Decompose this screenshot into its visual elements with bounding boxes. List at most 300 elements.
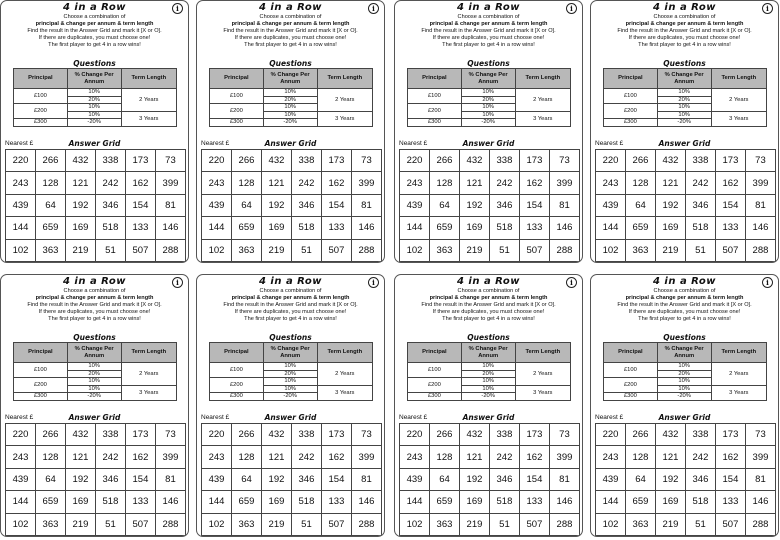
- answer-cell[interactable]: 288: [745, 513, 775, 535]
- answer-cell[interactable]: 659: [625, 491, 655, 513]
- answer-cell[interactable]: 518: [489, 217, 519, 239]
- change-option[interactable]: 20%: [263, 370, 317, 378]
- change-option[interactable]: -20%: [67, 393, 121, 401]
- answer-cell[interactable]: 243: [6, 446, 36, 468]
- change-option[interactable]: 20%: [263, 96, 317, 104]
- answer-cell[interactable]: 154: [519, 194, 549, 216]
- principal-option[interactable]: £300: [408, 393, 462, 401]
- answer-cell[interactable]: 102: [6, 513, 36, 535]
- answer-cell[interactable]: 192: [459, 468, 489, 490]
- answer-cell[interactable]: 219: [459, 239, 489, 261]
- answer-cell[interactable]: 154: [519, 468, 549, 490]
- answer-cell[interactable]: 288: [549, 239, 579, 261]
- answer-cell[interactable]: 219: [459, 513, 489, 535]
- answer-cell[interactable]: 363: [35, 513, 65, 535]
- principal-option[interactable]: £300: [408, 119, 462, 127]
- term-option[interactable]: 3 Years: [121, 111, 176, 126]
- answer-cell[interactable]: 363: [429, 513, 459, 535]
- answer-cell[interactable]: 102: [202, 239, 232, 261]
- change-option[interactable]: 10%: [67, 89, 121, 97]
- answer-cell[interactable]: 220: [6, 150, 36, 172]
- answer-cell[interactable]: 507: [715, 513, 745, 535]
- answer-cell[interactable]: 507: [321, 239, 351, 261]
- change-option[interactable]: 10%: [263, 104, 317, 112]
- info-icon[interactable]: i: [566, 277, 577, 288]
- answer-cell[interactable]: 192: [65, 468, 95, 490]
- change-option[interactable]: -20%: [657, 393, 711, 401]
- answer-cell[interactable]: 242: [291, 172, 321, 194]
- info-icon[interactable]: i: [566, 3, 577, 14]
- answer-cell[interactable]: 432: [655, 150, 685, 172]
- answer-cell[interactable]: 346: [95, 468, 125, 490]
- principal-option[interactable]: £100: [604, 363, 658, 378]
- term-option[interactable]: 3 Years: [711, 111, 766, 126]
- term-option[interactable]: 3 Years: [711, 385, 766, 400]
- answer-cell[interactable]: 219: [65, 513, 95, 535]
- answer-cell[interactable]: 128: [625, 446, 655, 468]
- answer-cell[interactable]: 146: [155, 217, 185, 239]
- answer-cell[interactable]: 154: [715, 194, 745, 216]
- answer-cell[interactable]: 363: [625, 513, 655, 535]
- answer-cell[interactable]: 266: [429, 424, 459, 446]
- answer-cell[interactable]: 154: [715, 468, 745, 490]
- answer-cell[interactable]: 133: [321, 491, 351, 513]
- answer-cell[interactable]: 146: [351, 491, 381, 513]
- answer-cell[interactable]: 518: [291, 491, 321, 513]
- answer-cell[interactable]: 154: [125, 194, 155, 216]
- answer-cell[interactable]: 266: [35, 424, 65, 446]
- change-option[interactable]: -20%: [657, 119, 711, 127]
- answer-cell[interactable]: 73: [745, 150, 775, 172]
- answer-cell[interactable]: 439: [400, 194, 430, 216]
- change-option[interactable]: 10%: [657, 89, 711, 97]
- change-option[interactable]: 10%: [263, 378, 317, 386]
- term-option[interactable]: 2 Years: [317, 89, 372, 112]
- answer-cell[interactable]: 102: [596, 513, 626, 535]
- answer-cell[interactable]: 432: [65, 150, 95, 172]
- answer-cell[interactable]: 169: [655, 491, 685, 513]
- info-icon[interactable]: i: [172, 277, 183, 288]
- answer-cell[interactable]: 518: [95, 217, 125, 239]
- answer-cell[interactable]: 242: [95, 446, 125, 468]
- answer-cell[interactable]: 51: [291, 513, 321, 535]
- answer-cell[interactable]: 363: [625, 239, 655, 261]
- change-option[interactable]: -20%: [461, 119, 515, 127]
- change-option[interactable]: -20%: [67, 119, 121, 127]
- answer-cell[interactable]: 64: [429, 194, 459, 216]
- answer-cell[interactable]: 162: [715, 172, 745, 194]
- answer-cell[interactable]: 507: [519, 239, 549, 261]
- answer-cell[interactable]: 162: [715, 446, 745, 468]
- principal-option[interactable]: £100: [408, 363, 462, 378]
- answer-cell[interactable]: 242: [489, 172, 519, 194]
- answer-cell[interactable]: 219: [65, 239, 95, 261]
- answer-cell[interactable]: 192: [65, 194, 95, 216]
- answer-cell[interactable]: 439: [202, 468, 232, 490]
- answer-cell[interactable]: 220: [596, 424, 626, 446]
- answer-cell[interactable]: 51: [291, 239, 321, 261]
- principal-option[interactable]: £100: [210, 89, 264, 104]
- answer-cell[interactable]: 518: [291, 217, 321, 239]
- answer-cell[interactable]: 439: [202, 194, 232, 216]
- answer-cell[interactable]: 439: [596, 194, 626, 216]
- term-option[interactable]: 3 Years: [515, 111, 570, 126]
- term-option[interactable]: 3 Years: [515, 385, 570, 400]
- answer-cell[interactable]: 219: [261, 513, 291, 535]
- principal-option[interactable]: £300: [14, 393, 68, 401]
- answer-cell[interactable]: 659: [35, 217, 65, 239]
- change-option[interactable]: 20%: [657, 370, 711, 378]
- answer-cell[interactable]: 192: [655, 468, 685, 490]
- principal-option[interactable]: £300: [210, 119, 264, 127]
- answer-cell[interactable]: 219: [655, 513, 685, 535]
- answer-cell[interactable]: 81: [745, 468, 775, 490]
- answer-cell[interactable]: 507: [125, 513, 155, 535]
- answer-cell[interactable]: 64: [35, 194, 65, 216]
- change-option[interactable]: 10%: [657, 385, 711, 393]
- change-option[interactable]: 10%: [657, 104, 711, 112]
- answer-cell[interactable]: 338: [489, 150, 519, 172]
- answer-cell[interactable]: 399: [745, 172, 775, 194]
- change-option[interactable]: 20%: [67, 96, 121, 104]
- answer-cell[interactable]: 220: [202, 150, 232, 172]
- answer-cell[interactable]: 439: [6, 468, 36, 490]
- answer-cell[interactable]: 162: [321, 172, 351, 194]
- change-option[interactable]: 10%: [67, 111, 121, 119]
- answer-cell[interactable]: 192: [261, 468, 291, 490]
- answer-cell[interactable]: 266: [625, 150, 655, 172]
- change-option[interactable]: 10%: [461, 378, 515, 386]
- answer-cell[interactable]: 51: [95, 513, 125, 535]
- answer-cell[interactable]: 144: [596, 491, 626, 513]
- answer-cell[interactable]: 432: [65, 424, 95, 446]
- answer-cell[interactable]: 146: [745, 217, 775, 239]
- answer-cell[interactable]: 242: [291, 446, 321, 468]
- answer-cell[interactable]: 338: [95, 424, 125, 446]
- principal-option[interactable]: £200: [210, 104, 264, 119]
- answer-cell[interactable]: 73: [549, 150, 579, 172]
- answer-cell[interactable]: 121: [655, 172, 685, 194]
- change-option[interactable]: 10%: [461, 89, 515, 97]
- term-option[interactable]: 2 Years: [711, 363, 766, 386]
- answer-cell[interactable]: 102: [400, 513, 430, 535]
- answer-cell[interactable]: 169: [65, 217, 95, 239]
- answer-cell[interactable]: 266: [429, 150, 459, 172]
- answer-cell[interactable]: 121: [65, 172, 95, 194]
- answer-cell[interactable]: 73: [745, 424, 775, 446]
- answer-cell[interactable]: 162: [321, 446, 351, 468]
- answer-cell[interactable]: 288: [155, 513, 185, 535]
- answer-cell[interactable]: 346: [489, 194, 519, 216]
- answer-cell[interactable]: 338: [489, 424, 519, 446]
- term-option[interactable]: 2 Years: [515, 363, 570, 386]
- answer-cell[interactable]: 432: [261, 150, 291, 172]
- answer-cell[interactable]: 266: [35, 150, 65, 172]
- answer-cell[interactable]: 659: [625, 217, 655, 239]
- answer-cell[interactable]: 243: [400, 446, 430, 468]
- answer-cell[interactable]: 242: [685, 172, 715, 194]
- answer-cell[interactable]: 121: [459, 446, 489, 468]
- answer-cell[interactable]: 288: [351, 513, 381, 535]
- answer-cell[interactable]: 220: [596, 150, 626, 172]
- answer-cell[interactable]: 363: [231, 239, 261, 261]
- answer-cell[interactable]: 128: [429, 446, 459, 468]
- principal-option[interactable]: £200: [408, 378, 462, 393]
- change-option[interactable]: 10%: [461, 104, 515, 112]
- answer-cell[interactable]: 128: [231, 446, 261, 468]
- answer-cell[interactable]: 266: [231, 424, 261, 446]
- answer-cell[interactable]: 64: [35, 468, 65, 490]
- answer-cell[interactable]: 73: [155, 150, 185, 172]
- term-option[interactable]: 3 Years: [121, 385, 176, 400]
- answer-cell[interactable]: 346: [291, 194, 321, 216]
- answer-cell[interactable]: 154: [125, 468, 155, 490]
- term-option[interactable]: 2 Years: [515, 89, 570, 112]
- principal-option[interactable]: £100: [408, 89, 462, 104]
- answer-cell[interactable]: 399: [155, 172, 185, 194]
- answer-cell[interactable]: 128: [429, 172, 459, 194]
- answer-cell[interactable]: 169: [65, 491, 95, 513]
- answer-cell[interactable]: 73: [155, 424, 185, 446]
- answer-cell[interactable]: 162: [125, 172, 155, 194]
- answer-cell[interactable]: 338: [291, 424, 321, 446]
- change-option[interactable]: 20%: [461, 96, 515, 104]
- info-icon[interactable]: i: [368, 3, 379, 14]
- answer-cell[interactable]: 399: [155, 446, 185, 468]
- answer-cell[interactable]: 64: [231, 468, 261, 490]
- answer-cell[interactable]: 399: [745, 446, 775, 468]
- answer-cell[interactable]: 432: [261, 424, 291, 446]
- answer-cell[interactable]: 220: [202, 424, 232, 446]
- term-option[interactable]: 3 Years: [317, 111, 372, 126]
- answer-cell[interactable]: 102: [596, 239, 626, 261]
- answer-cell[interactable]: 81: [549, 194, 579, 216]
- principal-option[interactable]: £100: [14, 89, 68, 104]
- answer-cell[interactable]: 162: [125, 446, 155, 468]
- answer-cell[interactable]: 146: [549, 491, 579, 513]
- answer-cell[interactable]: 121: [655, 446, 685, 468]
- change-option[interactable]: 10%: [67, 104, 121, 112]
- answer-cell[interactable]: 659: [429, 491, 459, 513]
- answer-cell[interactable]: 659: [35, 491, 65, 513]
- answer-cell[interactable]: 133: [519, 491, 549, 513]
- principal-option[interactable]: £300: [604, 119, 658, 127]
- answer-cell[interactable]: 192: [459, 194, 489, 216]
- answer-cell[interactable]: 81: [351, 194, 381, 216]
- answer-cell[interactable]: 154: [321, 468, 351, 490]
- answer-cell[interactable]: 81: [155, 468, 185, 490]
- answer-cell[interactable]: 288: [745, 239, 775, 261]
- answer-cell[interactable]: 169: [655, 217, 685, 239]
- answer-cell[interactable]: 51: [685, 239, 715, 261]
- answer-cell[interactable]: 439: [6, 194, 36, 216]
- answer-cell[interactable]: 133: [715, 491, 745, 513]
- answer-cell[interactable]: 507: [321, 513, 351, 535]
- answer-cell[interactable]: 518: [685, 491, 715, 513]
- change-option[interactable]: 10%: [67, 363, 121, 371]
- answer-cell[interactable]: 346: [685, 194, 715, 216]
- change-option[interactable]: 10%: [461, 363, 515, 371]
- change-option[interactable]: 20%: [67, 370, 121, 378]
- answer-cell[interactable]: 146: [745, 491, 775, 513]
- answer-cell[interactable]: 288: [549, 513, 579, 535]
- info-icon[interactable]: i: [368, 277, 379, 288]
- principal-option[interactable]: £100: [210, 363, 264, 378]
- principal-option[interactable]: £200: [14, 378, 68, 393]
- answer-cell[interactable]: 659: [429, 217, 459, 239]
- change-option[interactable]: 10%: [657, 111, 711, 119]
- answer-cell[interactable]: 133: [125, 491, 155, 513]
- change-option[interactable]: 20%: [657, 96, 711, 104]
- answer-cell[interactable]: 73: [351, 424, 381, 446]
- answer-cell[interactable]: 243: [202, 172, 232, 194]
- answer-cell[interactable]: 518: [95, 491, 125, 513]
- answer-cell[interactable]: 518: [685, 217, 715, 239]
- answer-cell[interactable]: 133: [519, 217, 549, 239]
- answer-cell[interactable]: 242: [95, 172, 125, 194]
- answer-cell[interactable]: 128: [35, 446, 65, 468]
- answer-cell[interactable]: 432: [459, 150, 489, 172]
- answer-cell[interactable]: 144: [596, 217, 626, 239]
- term-option[interactable]: 2 Years: [711, 89, 766, 112]
- principal-option[interactable]: £200: [604, 378, 658, 393]
- term-option[interactable]: 2 Years: [121, 89, 176, 112]
- answer-cell[interactable]: 518: [489, 491, 519, 513]
- answer-cell[interactable]: 64: [231, 194, 261, 216]
- answer-cell[interactable]: 144: [400, 217, 430, 239]
- answer-cell[interactable]: 507: [519, 513, 549, 535]
- answer-cell[interactable]: 146: [549, 217, 579, 239]
- answer-cell[interactable]: 173: [321, 150, 351, 172]
- answer-cell[interactable]: 219: [261, 239, 291, 261]
- answer-cell[interactable]: 192: [655, 194, 685, 216]
- answer-cell[interactable]: 144: [6, 491, 36, 513]
- answer-cell[interactable]: 102: [6, 239, 36, 261]
- answer-cell[interactable]: 64: [625, 468, 655, 490]
- answer-cell[interactable]: 133: [125, 217, 155, 239]
- change-option[interactable]: 10%: [263, 385, 317, 393]
- change-option[interactable]: 10%: [67, 378, 121, 386]
- answer-cell[interactable]: 51: [489, 513, 519, 535]
- principal-option[interactable]: £300: [14, 119, 68, 127]
- answer-cell[interactable]: 173: [321, 424, 351, 446]
- answer-cell[interactable]: 399: [549, 446, 579, 468]
- change-option[interactable]: 10%: [657, 363, 711, 371]
- answer-cell[interactable]: 146: [155, 491, 185, 513]
- answer-cell[interactable]: 81: [549, 468, 579, 490]
- answer-cell[interactable]: 363: [429, 239, 459, 261]
- answer-cell[interactable]: 432: [655, 424, 685, 446]
- answer-cell[interactable]: 173: [715, 150, 745, 172]
- answer-cell[interactable]: 432: [459, 424, 489, 446]
- answer-cell[interactable]: 121: [261, 172, 291, 194]
- answer-cell[interactable]: 121: [459, 172, 489, 194]
- change-option[interactable]: 10%: [263, 363, 317, 371]
- answer-cell[interactable]: 243: [596, 446, 626, 468]
- answer-cell[interactable]: 243: [400, 172, 430, 194]
- change-option[interactable]: 10%: [657, 378, 711, 386]
- answer-cell[interactable]: 346: [95, 194, 125, 216]
- answer-cell[interactable]: 144: [6, 217, 36, 239]
- term-option[interactable]: 2 Years: [317, 363, 372, 386]
- answer-cell[interactable]: 64: [429, 468, 459, 490]
- answer-cell[interactable]: 243: [202, 446, 232, 468]
- change-option[interactable]: -20%: [263, 119, 317, 127]
- answer-cell[interactable]: 659: [231, 491, 261, 513]
- answer-cell[interactable]: 243: [6, 172, 36, 194]
- answer-cell[interactable]: 439: [596, 468, 626, 490]
- change-option[interactable]: 10%: [263, 111, 317, 119]
- answer-cell[interactable]: 144: [400, 491, 430, 513]
- answer-cell[interactable]: 173: [519, 424, 549, 446]
- change-option[interactable]: -20%: [263, 393, 317, 401]
- info-icon[interactable]: i: [172, 3, 183, 14]
- answer-cell[interactable]: 102: [400, 239, 430, 261]
- change-option[interactable]: 10%: [461, 385, 515, 393]
- answer-cell[interactable]: 507: [715, 239, 745, 261]
- answer-cell[interactable]: 219: [655, 239, 685, 261]
- answer-cell[interactable]: 81: [155, 194, 185, 216]
- answer-cell[interactable]: 243: [596, 172, 626, 194]
- answer-cell[interactable]: 64: [625, 194, 655, 216]
- answer-cell[interactable]: 363: [231, 513, 261, 535]
- answer-cell[interactable]: 173: [125, 150, 155, 172]
- info-icon[interactable]: i: [762, 3, 773, 14]
- answer-cell[interactable]: 169: [459, 217, 489, 239]
- principal-option[interactable]: £100: [604, 89, 658, 104]
- answer-cell[interactable]: 288: [155, 239, 185, 261]
- change-option[interactable]: 10%: [263, 89, 317, 97]
- answer-cell[interactable]: 220: [400, 150, 430, 172]
- answer-cell[interactable]: 338: [291, 150, 321, 172]
- change-option[interactable]: 10%: [461, 111, 515, 119]
- principal-option[interactable]: £200: [14, 104, 68, 119]
- answer-cell[interactable]: 128: [231, 172, 261, 194]
- principal-option[interactable]: £300: [210, 393, 264, 401]
- answer-cell[interactable]: 51: [685, 513, 715, 535]
- answer-cell[interactable]: 81: [351, 468, 381, 490]
- answer-cell[interactable]: 73: [549, 424, 579, 446]
- answer-cell[interactable]: 169: [261, 491, 291, 513]
- principal-option[interactable]: £200: [604, 104, 658, 119]
- answer-cell[interactable]: 338: [685, 424, 715, 446]
- answer-cell[interactable]: 133: [321, 217, 351, 239]
- answer-cell[interactable]: 121: [261, 446, 291, 468]
- answer-cell[interactable]: 338: [95, 150, 125, 172]
- answer-cell[interactable]: 154: [321, 194, 351, 216]
- answer-cell[interactable]: 73: [351, 150, 381, 172]
- answer-cell[interactable]: 144: [202, 491, 232, 513]
- answer-cell[interactable]: 173: [715, 424, 745, 446]
- answer-cell[interactable]: 169: [459, 491, 489, 513]
- answer-cell[interactable]: 346: [685, 468, 715, 490]
- answer-cell[interactable]: 173: [125, 424, 155, 446]
- answer-cell[interactable]: 102: [202, 513, 232, 535]
- answer-cell[interactable]: 121: [65, 446, 95, 468]
- answer-cell[interactable]: 399: [351, 446, 381, 468]
- answer-cell[interactable]: 338: [685, 150, 715, 172]
- answer-cell[interactable]: 162: [519, 172, 549, 194]
- answer-cell[interactable]: 51: [95, 239, 125, 261]
- info-icon[interactable]: i: [762, 277, 773, 288]
- answer-cell[interactable]: 51: [489, 239, 519, 261]
- answer-cell[interactable]: 288: [351, 239, 381, 261]
- answer-cell[interactable]: 144: [202, 217, 232, 239]
- principal-option[interactable]: £300: [604, 393, 658, 401]
- term-option[interactable]: 3 Years: [317, 385, 372, 400]
- change-option[interactable]: -20%: [461, 393, 515, 401]
- change-option[interactable]: 10%: [67, 385, 121, 393]
